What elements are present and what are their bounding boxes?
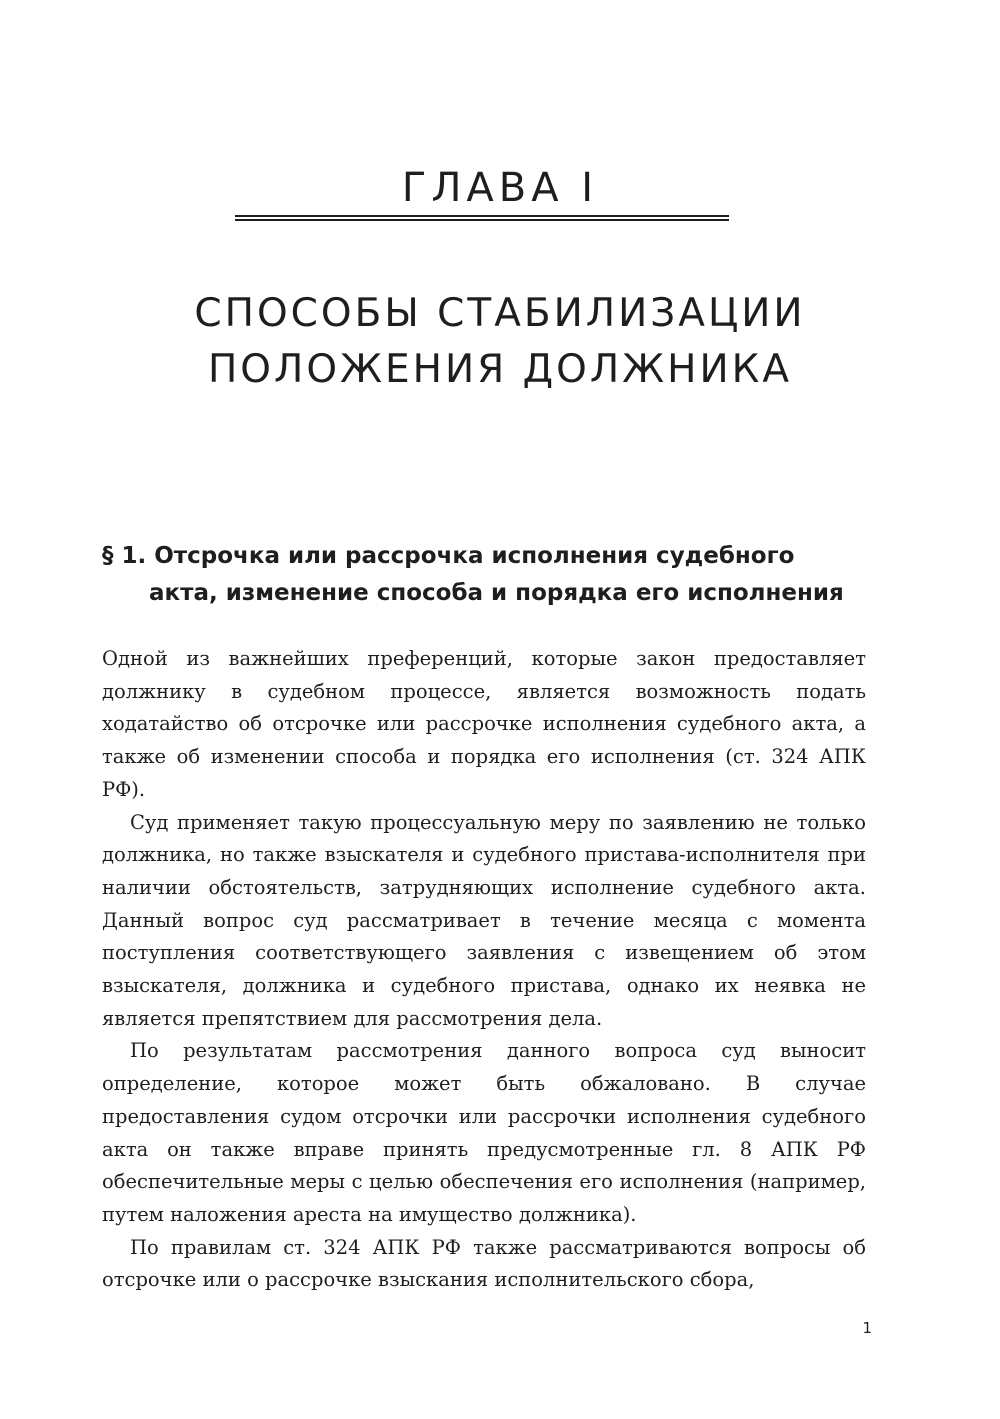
paragraph: По правилам ст. 324 АПК РФ также рассматриваются вопросы об отсрочке или о рассрочке взыскания исполнительского сбора, xyxy=(102,1235,866,1292)
paragraph: Суд применяет такую процессуальную меру по заявлению не только должника, но также взыскателя и судебного пристава-исполнителя при наличии обстоятельств, затрудняющих исполнение судебного акта. Данный вопрос суд рассматривает в течение месяца с момента поступления соответствующего заявления с извещением об этом взыскателя, должника и судебного пристава, однако их неявка не является препятствием для рассмотрения дела. xyxy=(102,810,866,1030)
chapter-double-rule xyxy=(235,215,729,221)
page-number: 1 xyxy=(862,1319,872,1337)
rule-line-top xyxy=(235,215,729,217)
chapter-label: ГЛАВА I xyxy=(401,165,599,211)
chapter-title-line: СПОСОБЫ СТАБИЛИЗАЦИИ xyxy=(194,291,806,336)
body-text xyxy=(102,643,866,1297)
rule-line-bottom xyxy=(235,219,729,221)
paragraph: Одной из важнейших преференций, которые закон предоставляет должнику в судебном процессе, является возможность подать ходатайство об отсрочке или рассрочке исполнения судебного акта, а также об изменении способа и порядка его исполнения (ст. 324 АПК РФ). xyxy=(102,647,866,801)
section-heading-line: § 1. Отсрочка или рассрочка исполнения судебного xyxy=(102,543,795,569)
chapter-title-line: ПОЛОЖЕНИЯ ДОЛЖНИКА xyxy=(207,347,793,392)
section-heading xyxy=(102,538,882,612)
paragraph: По результатам рассмотрения данного вопроса суд выносит определение, которое может быть обжаловано. В случае предоставления судом отсрочки или рассрочки исполнения судебного акта он также вправе принять предусмотренные гл. 8 АПК РФ обеспечительные меры с целью обеспечения его исполнения (например, путем наложения ареста на имущество должника). xyxy=(102,1039,866,1226)
section-heading-line: акта, изменение способа и порядка его исполнения xyxy=(149,580,844,606)
chapter-title xyxy=(0,286,1000,398)
